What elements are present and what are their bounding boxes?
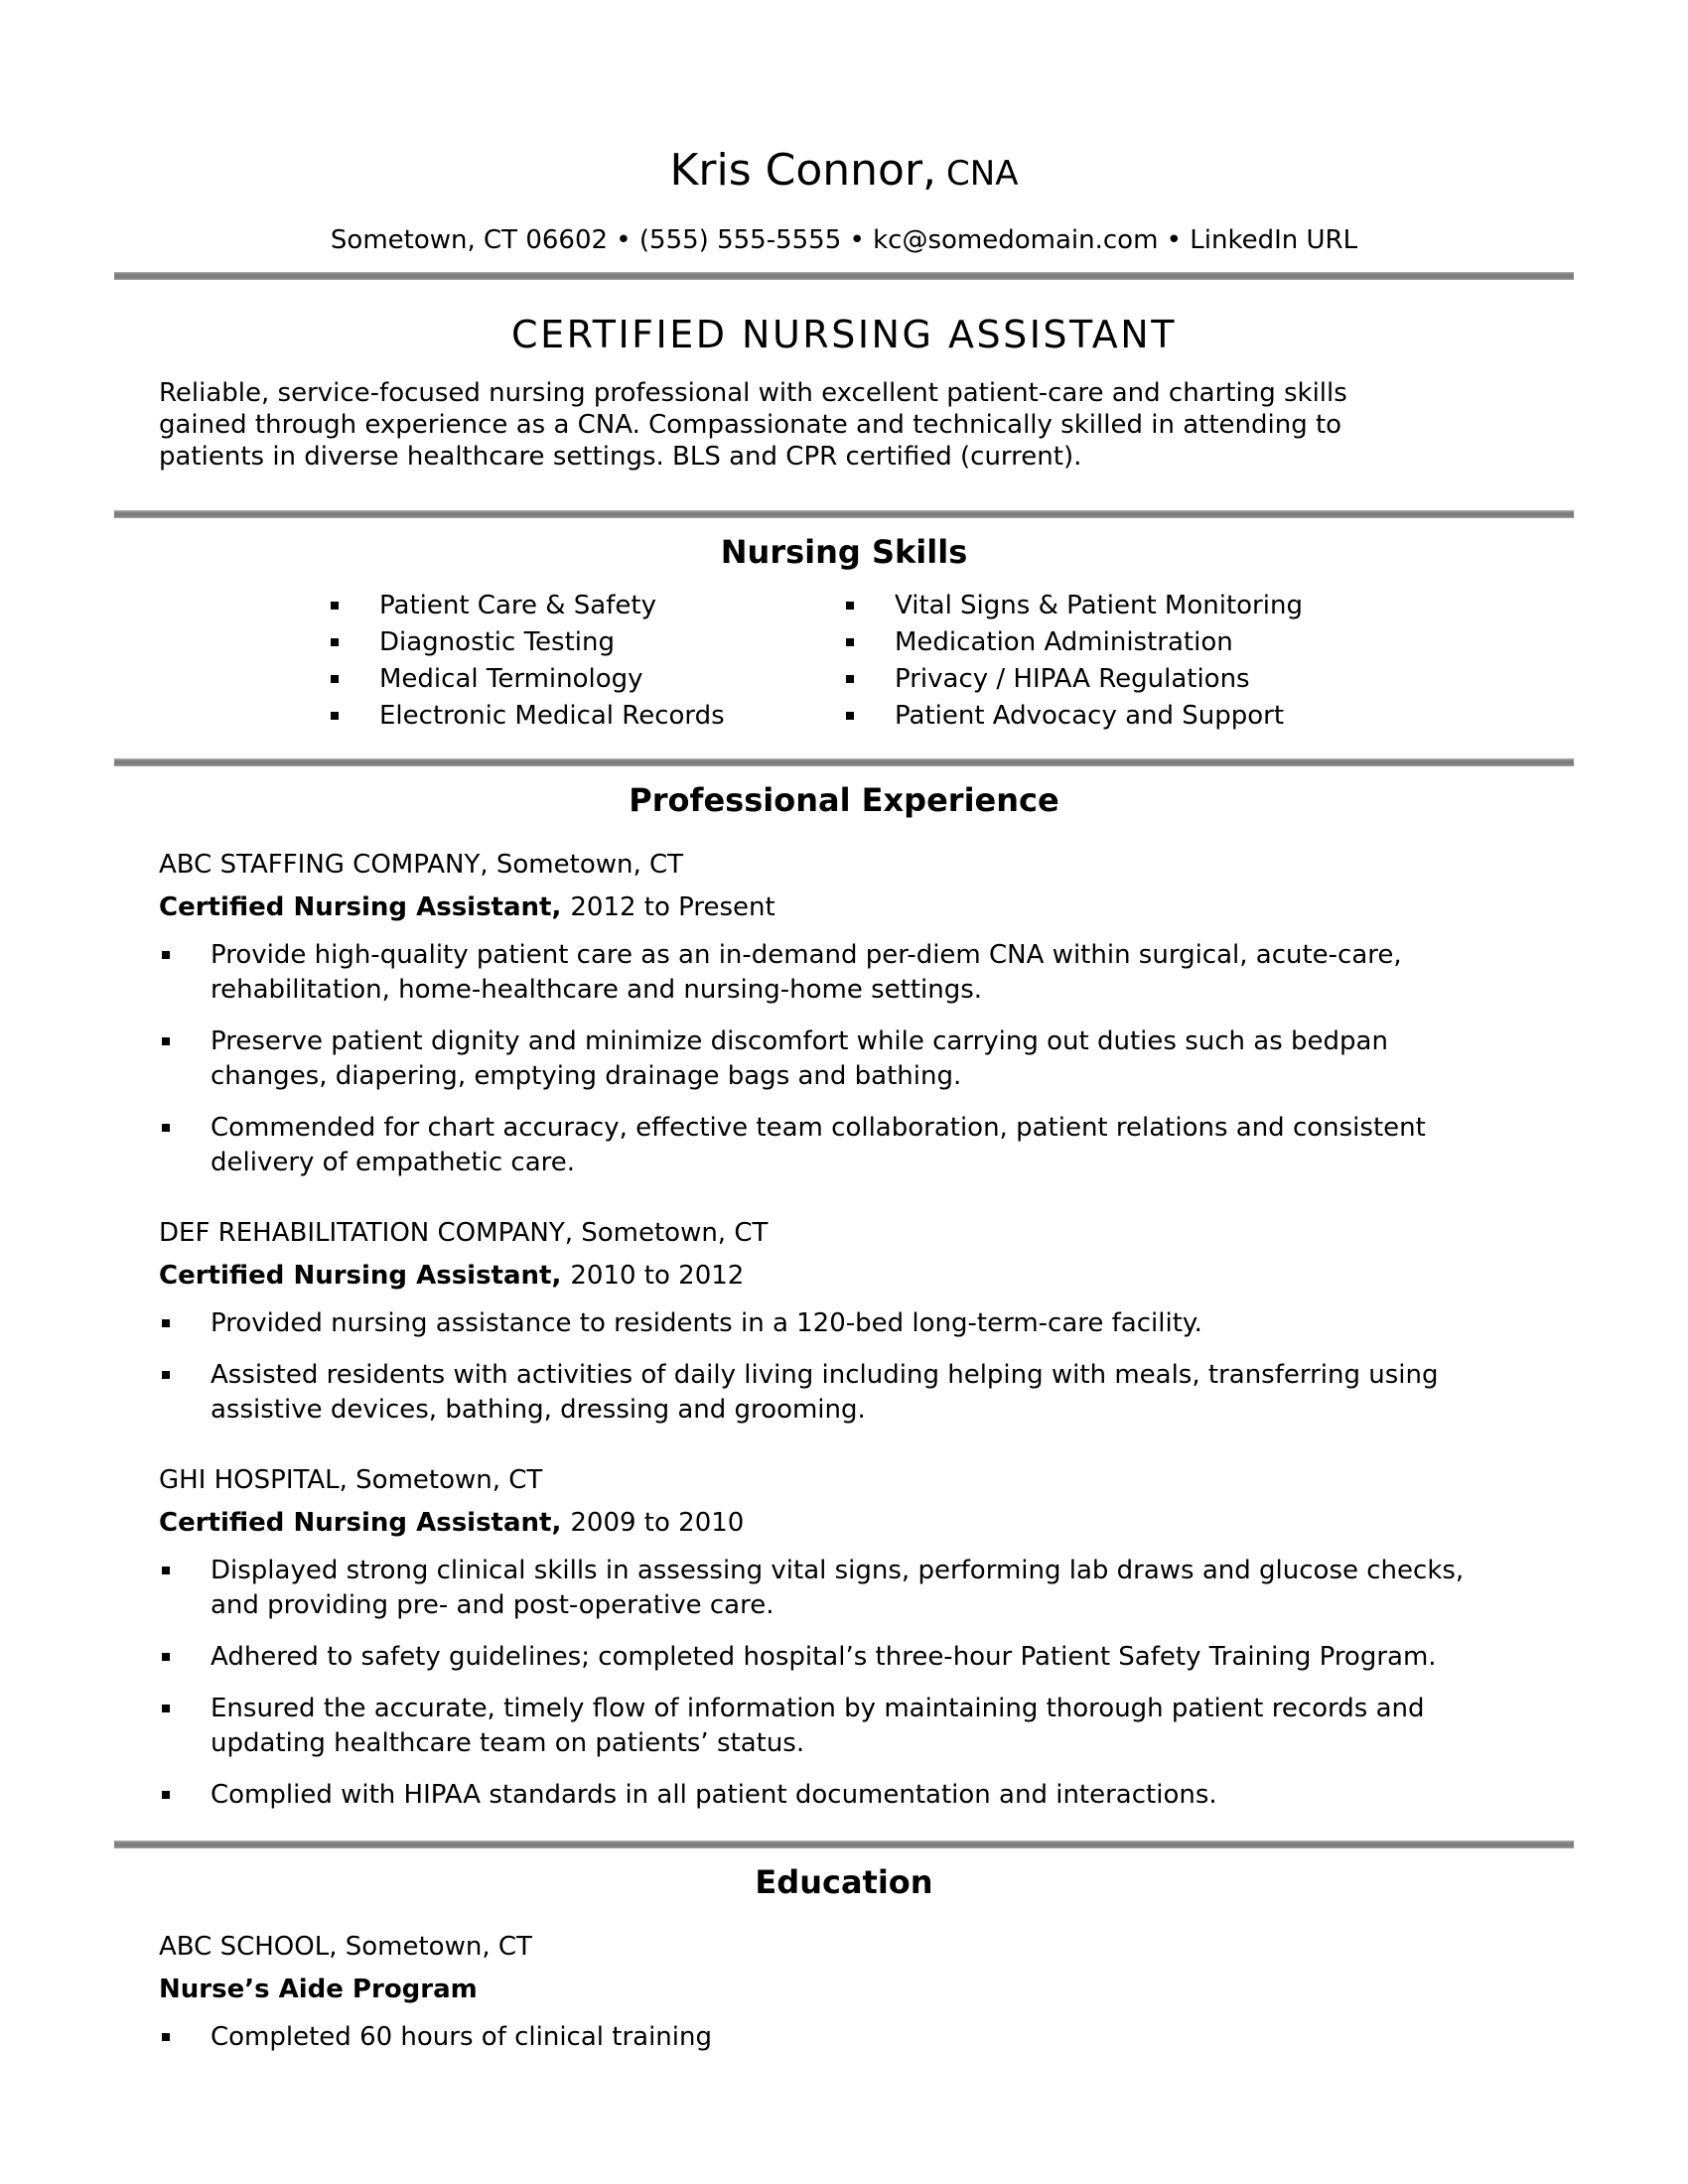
candidate-name [0, 144, 1688, 201]
bullet-square-icon [162, 1371, 170, 1379]
bullet-square-icon [162, 2033, 170, 2041]
education-bullet-list [0, 2020, 1688, 2055]
bullet-square-icon [846, 675, 854, 683]
job-bullet-text: Displayed strong clinical skills in assessing vital signs, performing lab draws and glucose checks, and providing pre- and post-operative care. [211, 1556, 1465, 1620]
section-divider [114, 272, 1574, 280]
candidate-name-text: Kris Connor, [669, 145, 937, 196]
job-bullet [162, 1306, 1688, 1341]
education-school: ABC SCHOOL, Sometown, CT [159, 1932, 532, 1962]
job-dates: 2012 to Present [570, 892, 775, 922]
job-company: ABC STAFFING COMPANY, Sometown, CT [159, 850, 684, 880]
skill-item [846, 624, 1303, 661]
bullet-square-icon [331, 675, 339, 683]
skill-label: Patient Care & Safety [379, 591, 656, 620]
job-bullet-text: Complied with HIPAA standards in all patient documentation and interactions. [211, 1780, 1217, 1810]
section-divider [114, 1841, 1574, 1848]
job-bullet-text: Provide high-quality patient care as an in-demand per-diem CNA within surgical, acute-care, rehabilitation, home-healthcare and nursing-home settings. [211, 940, 1402, 1005]
job-bullet [162, 1554, 1688, 1623]
bullet-square-icon [846, 602, 854, 610]
bullet-square-icon [162, 1567, 170, 1574]
bullet-square-icon [162, 1037, 170, 1045]
job-bullet-text: Ensured the accurate, timely flow of information by maintaining thorough patient records and updating healthcare team on patients’ status. [211, 1694, 1425, 1758]
job-role-line [159, 1259, 1688, 1293]
summary-paragraph: Reliable, service-focused nursing professional with excellent patient-care and charting skills gained through experience as a CNA. Compassionate and technically skilled in attending to patients in diverse healthcare settings. BLS and CPR certified (current). [159, 378, 1347, 472]
bullet-square-icon [162, 1705, 170, 1712]
skill-label: Patient Advocacy and Support [895, 701, 1285, 731]
bullet-square-icon [846, 712, 854, 720]
education-program: Nurse’s Aide Program [159, 1975, 478, 2004]
job-bullet [162, 1778, 1688, 1813]
job-bullet [162, 1692, 1688, 1761]
section-heading-education: Education [755, 1863, 933, 1901]
skill-item [846, 661, 1303, 698]
skill-item [846, 698, 1303, 735]
bullet-square-icon [331, 712, 339, 720]
skill-item [331, 588, 846, 624]
bullet-square-icon [162, 951, 170, 959]
job-bullet-list [0, 1554, 1688, 1813]
bullet-square-icon [162, 1653, 170, 1661]
skill-label: Vital Signs & Patient Monitoring [895, 591, 1303, 620]
job-company: GHI HOSPITAL, Sometown, CT [159, 1465, 543, 1495]
skill-label: Medical Terminology [379, 664, 643, 694]
bullet-square-icon [846, 638, 854, 646]
job-role-line [159, 1506, 1688, 1540]
job-title: Certified Nursing Assistant, [159, 1261, 562, 1291]
contact-line: Sometown, CT 06602 • (555) 555-5555 • kc@somedomain.com • LinkedIn URL [330, 225, 1358, 255]
skill-item [331, 698, 846, 735]
job-title: Certified Nursing Assistant, [159, 892, 562, 922]
skill-item [846, 588, 1303, 624]
skill-label: Medication Administration [895, 627, 1233, 657]
skills-column-right [846, 588, 1303, 735]
skills-column-left [331, 588, 846, 735]
bullet-square-icon [162, 1791, 170, 1799]
job-company: DEF REHABILITATION COMPANY, Sometown, CT [159, 1218, 769, 1248]
job-bullet-text: Preserve patient dignity and minimize discomfort while carrying out duties such as bedpan changes, diapering, emptying drainage bags and bathing. [211, 1026, 1388, 1091]
skill-label: Electronic Medical Records [379, 701, 725, 731]
resume-headline: CERTIFIED NURSING ASSISTANT [511, 313, 1177, 356]
job-bullet [162, 1111, 1688, 1180]
section-heading-professional-experience: Professional Experience [629, 781, 1059, 819]
section-divider [114, 510, 1574, 518]
job-bullet-text: Provided nursing assistance to residents in a 120-bed long-term-care facility. [211, 1308, 1202, 1338]
job-bullet [162, 1358, 1688, 1428]
job-dates: 2010 to 2012 [570, 1261, 745, 1291]
skill-item [331, 661, 846, 698]
job-bullet [162, 1024, 1688, 1094]
bullet-square-icon [331, 602, 339, 610]
job-bullet-list [0, 1306, 1688, 1428]
skill-item [331, 624, 846, 661]
job-bullet-list [0, 938, 1688, 1180]
education-bullet-text: Completed 60 hours of clinical training [211, 2022, 712, 2052]
job-bullet-text: Commended for chart accuracy, effective team collaboration, patient relations and consistent delivery of empathetic care. [211, 1113, 1426, 1177]
candidate-credential: CNA [946, 154, 1019, 194]
job-bullet-text: Assisted residents with activities of daily living including helping with meals, transferring using assistive devices, bathing, dressing and grooming. [211, 1360, 1439, 1425]
job-title: Certified Nursing Assistant, [159, 1508, 562, 1538]
bullet-square-icon [162, 1124, 170, 1132]
job-bullet-text: Adhered to safety guidelines; completed hospital’s three-hour Patient Safety Training Program. [211, 1642, 1437, 1672]
bullet-square-icon [331, 638, 339, 646]
skills-columns [331, 588, 1688, 735]
education-bullet [162, 2020, 1688, 2055]
section-heading-nursing-skills: Nursing Skills [720, 533, 968, 571]
job-bullet [162, 938, 1688, 1008]
skill-label: Diagnostic Testing [379, 627, 615, 657]
job-role-line [159, 890, 1688, 924]
bullet-square-icon [162, 1319, 170, 1327]
skill-label: Privacy / HIPAA Regulations [895, 664, 1250, 694]
job-dates: 2009 to 2010 [570, 1508, 745, 1538]
job-bullet [162, 1640, 1688, 1675]
section-divider [114, 758, 1574, 766]
